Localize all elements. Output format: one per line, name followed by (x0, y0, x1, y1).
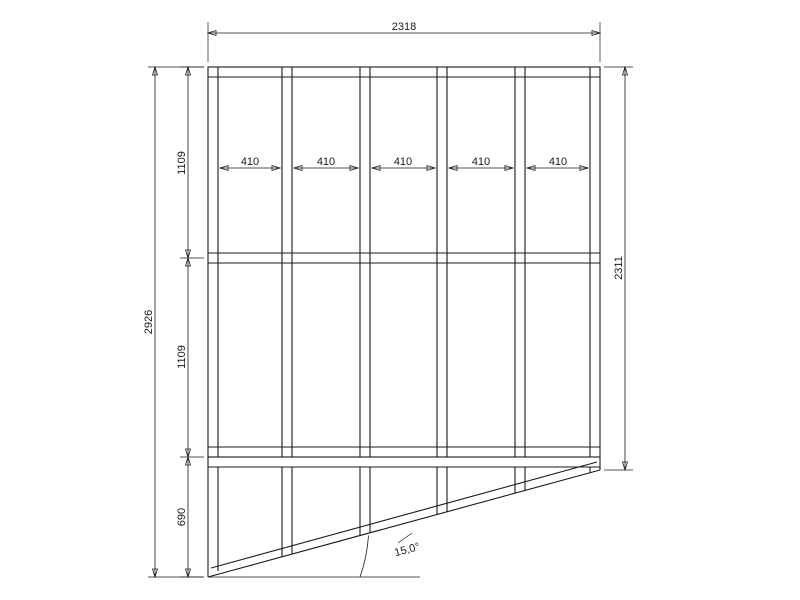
frame-outer-rect (208, 67, 600, 457)
dim-label-bay-5: 410 (548, 156, 568, 168)
angle-arc (360, 536, 369, 578)
dim-label-height-segment-1: 1109 (176, 151, 188, 175)
dim-label-overall-height-left: 2926 (143, 309, 155, 335)
angled-chord-outer-line (208, 470, 600, 577)
dim-label-overall-width: 2318 (391, 21, 417, 33)
angle-leader-line (398, 533, 412, 543)
dim-label-height-segment-2: 1109 (176, 345, 188, 369)
dim-label-overall-height-right: 2311 (613, 256, 625, 280)
dim-label-bay-4: 410 (471, 156, 491, 168)
frame-structure (208, 67, 600, 577)
dim-label-bay-2: 410 (316, 156, 336, 168)
dimension-overall-height-left (143, 67, 204, 577)
dimension-height-segments (176, 67, 204, 577)
dim-label-bay-3: 410 (393, 156, 413, 168)
dim-label-height-segment-3: 690 (176, 507, 188, 527)
dim-label-angle: 15,0° (393, 540, 422, 560)
dimension-overall-width (208, 21, 600, 62)
dimension-overall-height-right (604, 67, 633, 470)
dim-label-bay-1: 410 (240, 156, 260, 168)
